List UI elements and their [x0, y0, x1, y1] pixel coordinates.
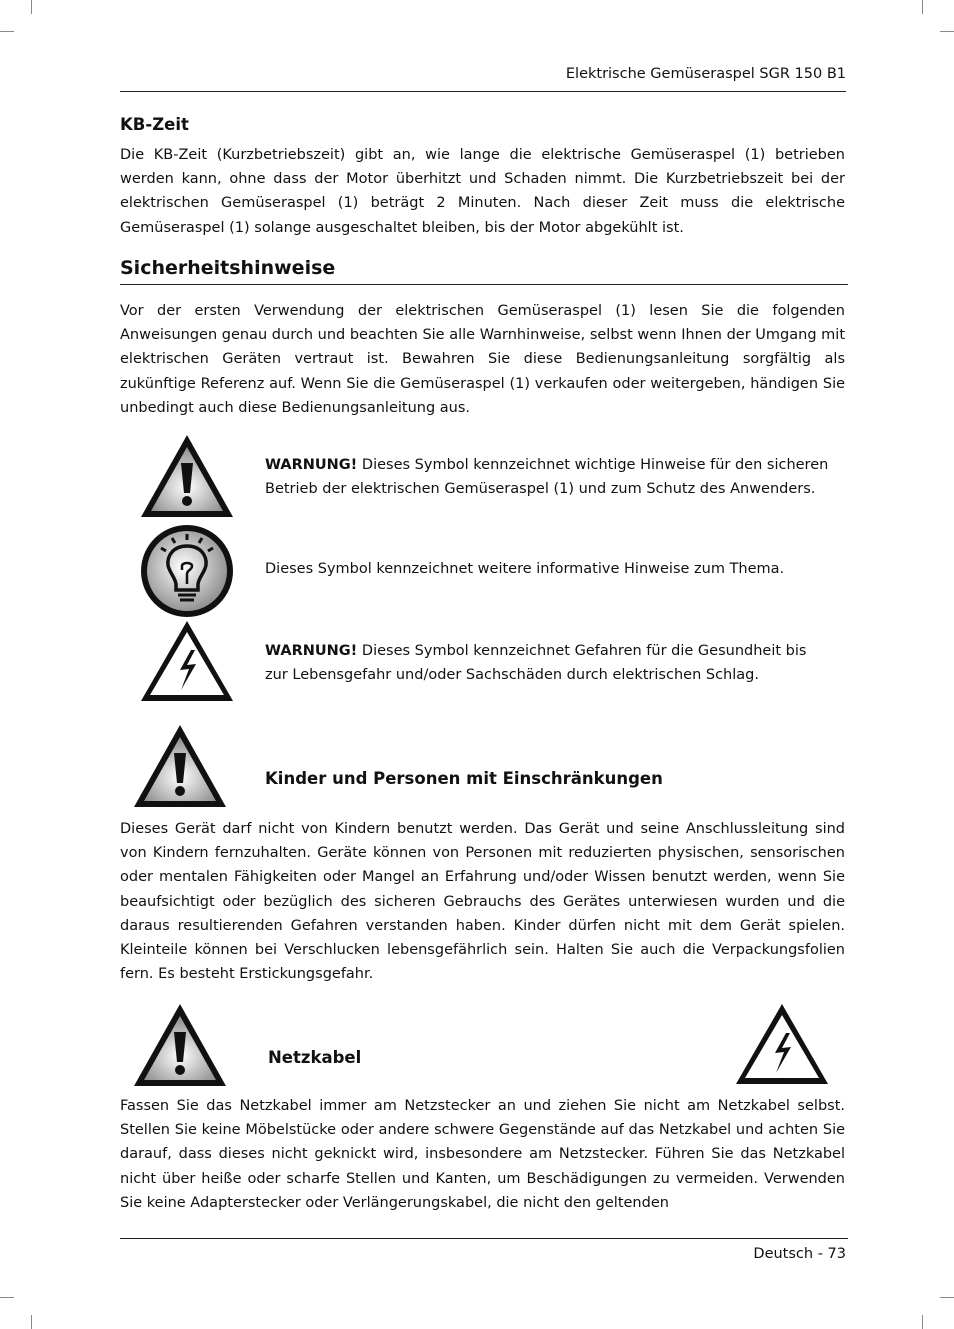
footer-divider: [120, 1238, 848, 1239]
warning-label: WARNUNG!: [265, 457, 358, 473]
electric-shock-warning-icon: [138, 618, 236, 704]
kb-zeit-paragraph: [120, 143, 845, 240]
text-line: Fassen Sie das Netzkabel immer am Netzstecker an und ziehen Sie nicht am Netzkabel selbst.: [120, 1098, 845, 1114]
crop-mark: [0, 31, 14, 32]
crop-mark: [31, 1315, 32, 1329]
text-line: Kleinteile können bei Verschlucken lebensgefährlich sein. Halten Sie auch die Verpackungsfolien: [120, 942, 845, 959]
text-line: mit elektrischen Geräten vertraut ist. Bewahren Sie diese Bedienungsanleitung sorgfältig als: [120, 327, 846, 368]
text-line: elektrischen Gemüseraspel (1) beträgt 2 Minuten. Nach dieser Zeit muss die elektrische: [120, 195, 845, 212]
text-line: Vor der ersten Verwendung der elektrischen Gemüseraspel (1) lesen Sie die folgenden: [120, 303, 845, 319]
crop-mark: [940, 1297, 954, 1298]
text-line: oder mentalen Fähigkeiten oder Mangel an Erfahrung und/oder Wissen benutzt werden, wenn Sie: [120, 869, 845, 886]
text-line: zur Lebensgefahr und/oder Sachschäden durch elektrischen Schlag.: [265, 667, 759, 684]
safety-intro-paragraph: [120, 299, 845, 420]
shock-symbol-description: [265, 639, 850, 687]
text-line: fern. Es besteht Erstickungsgefahr.: [120, 966, 374, 983]
text-line: zukünftige Referenz auf. Wenn Sie die Gemüseraspel (1) verkaufen oder weitergeben, händigen: [120, 375, 819, 392]
electric-shock-warning-icon: [733, 1001, 831, 1087]
header-divider: [120, 91, 846, 92]
crop-mark: [31, 0, 32, 14]
text-line: beaufsichtigt oder bezüglich des sicheren Gebrauchs des Gerätes unterwiesen wurden und die: [120, 893, 845, 910]
text-line: Sie unbedingt auch diese Bedienungsanleitung aus.: [120, 375, 846, 416]
crop-mark: [922, 1315, 923, 1329]
text-line: Die KB-Zeit (Kurzbetriebszeit) gibt an, wie lange die elektrische Gemüseraspel (1) betrieben: [120, 147, 845, 163]
crop-mark: [922, 0, 923, 14]
warning-exclamation-icon: [138, 432, 236, 520]
text-line: Stellen Sie keine Möbelstücke oder andere schwere Gegenstände auf das Netzkabel und achten: [120, 1122, 819, 1139]
text-line: Gemüseraspel (1) solange ausgeschaltet bleiben, bis der Motor abgekühlt ist.: [120, 219, 684, 236]
safety-heading: Sicherheitshinweise: [120, 257, 336, 279]
text-line: von Kindern fernzuhalten. Geräte können von Personen mit reduzierten physischen, sensorischen: [120, 845, 845, 862]
text-line: werden kann, ohne dass der Motor überhitzt und Schaden nimmt. Die Kurzbetriebszeit bei der: [120, 171, 845, 188]
text-line: Anweisungen genau durch und beachten Sie alle Warnhinweise, selbst wenn Ihnen der Umgang: [120, 327, 817, 344]
text-line: Sie darauf, dass dieses nicht geknickt wird, insbesondere am Netzstecker. Führen Sie das: [120, 1122, 846, 1163]
children-paragraph: [120, 817, 845, 986]
info-symbol-description: [265, 557, 850, 581]
text-line: Betrieb der elektrischen Gemüseraspel (1) und zum Schutz des Anwenders.: [265, 481, 816, 498]
crop-mark: [940, 31, 954, 32]
warning-exclamation-icon: [131, 1001, 229, 1089]
kb-zeit-heading: KB-Zeit: [120, 115, 189, 134]
netzkabel-paragraph: [120, 1094, 845, 1215]
crop-mark: [0, 1297, 14, 1298]
text-line: Dieses Symbol kennzeichnet wichtige Hinweise für den sicheren: [357, 457, 829, 473]
text-line: Netzkabel nicht über heiße oder scharfe Stellen und Kanten, um Beschädigungen zu vermeiden.: [120, 1146, 845, 1187]
text-line: daraus resultierenden Gefahren verstanden haben. Kinder dürfen nicht mit dem Gerät spielen.: [120, 917, 845, 934]
text-line: Dieses Symbol kennzeichnet Gefahren für die Gesundheit bis: [357, 643, 807, 659]
warning-label: WARNUNG!: [265, 643, 358, 659]
netzkabel-heading: Netzkabel: [268, 1048, 362, 1067]
text-line: Verwenden Sie keine Adapterstecker oder Verlängerungskabel, die nicht den geltenden: [120, 1170, 845, 1211]
running-header: Elektrische Gemüseraspel SGR 150 B1: [565, 66, 846, 82]
warning-exclamation-icon: [131, 722, 229, 810]
children-heading: Kinder und Personen mit Einschränkungen: [265, 769, 663, 788]
lightbulb-info-icon: [138, 522, 236, 618]
section-divider: [120, 284, 848, 285]
text-line: Dieses Symbol kennzeichnet weitere informative Hinweise zum Thema.: [265, 561, 785, 577]
text-line: Dieses Gerät darf nicht von Kindern benutzt werden. Das Gerät und seine Anschlussleitung sind: [120, 821, 845, 837]
page-number: Deutsch - 73: [753, 1246, 846, 1262]
warning-symbol-description: [265, 453, 850, 501]
